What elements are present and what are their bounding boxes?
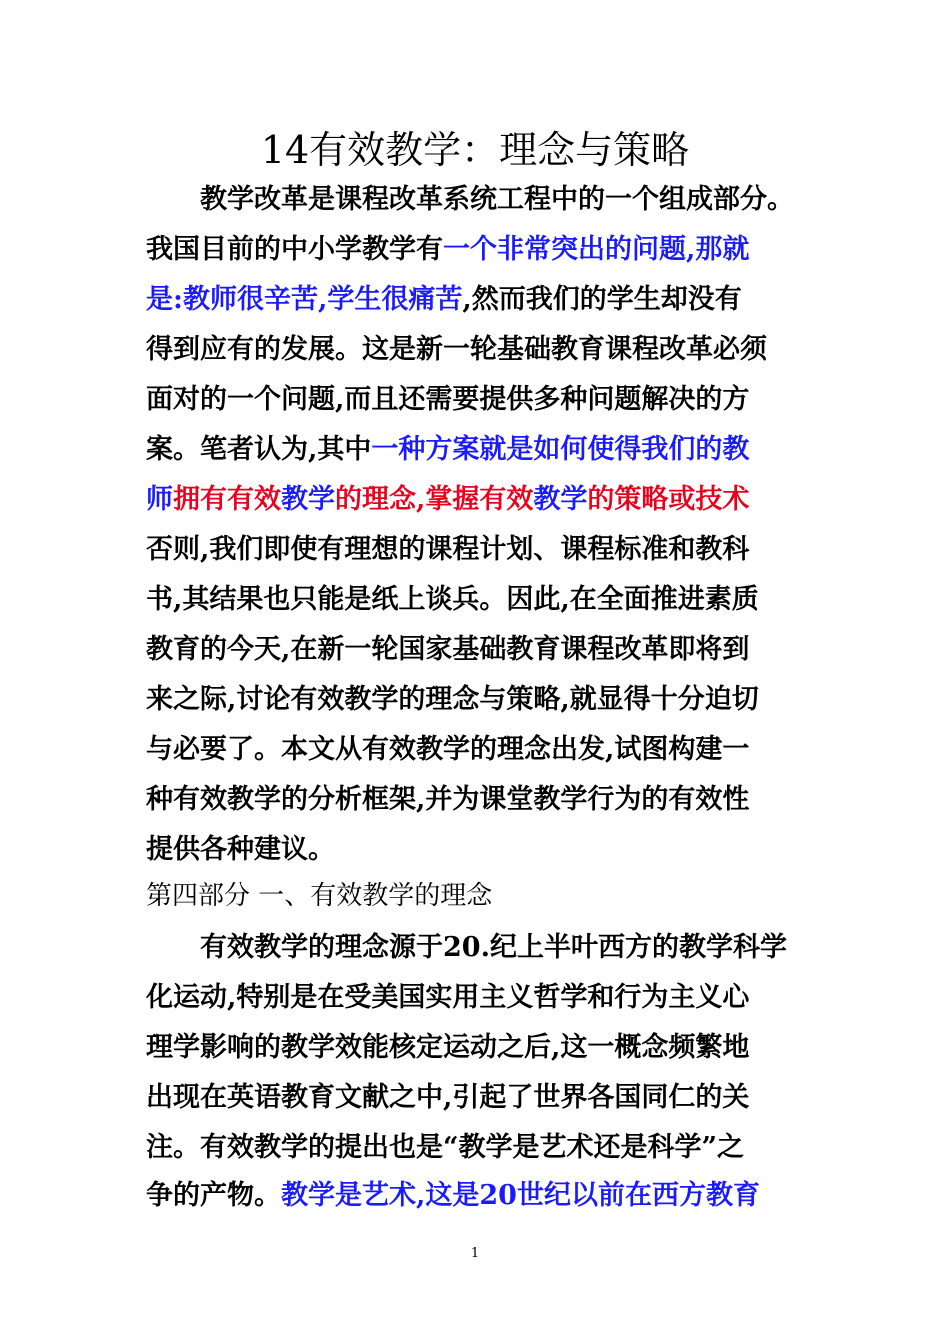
text-line (146, 680, 759, 720)
text-segment: 来之际,讨论有效教学的理念与策略,就显得十分迫切 (146, 684, 759, 715)
text-segment: 案。笔者认为,其中 (146, 434, 372, 465)
text-line (146, 830, 335, 870)
text-line (146, 630, 749, 670)
highlighted-text: 一种方案就是如何使得我们的教 (371, 434, 750, 465)
text-segment: 我国目前的中小学教学有 (146, 234, 443, 265)
text-line (146, 480, 749, 520)
text-line (146, 530, 749, 570)
text-line (146, 280, 742, 320)
text-line (146, 978, 749, 1018)
text-segment: 书,其结果也只能是纸上谈兵。因此,在全面推进素质 (146, 584, 759, 615)
text-segment: 注。有效教学的提出也是“教学是艺术还是科学”之 (146, 1132, 745, 1163)
highlighted-text: 教学 (533, 484, 588, 515)
emphasis-text: 的策略或技术 (587, 484, 750, 515)
text-line (146, 330, 767, 370)
text-line (146, 1078, 749, 1118)
text-line (146, 580, 759, 620)
text-line (146, 1176, 760, 1216)
text-line (146, 230, 749, 270)
text-segment: 有效教学的理念源于20.纪上半叶西方的教学科学 (200, 932, 787, 963)
text-segment: 面对的一个问题,而且还需要提供多种问题解决的方 (146, 384, 750, 415)
highlighted-text: 一个非常突出的问题,那就 (443, 234, 750, 265)
text-segment: 出现在英语教育文献之中,引起了世界各国同仁的关 (146, 1082, 750, 1113)
text-segment: 提供各种建议。 (146, 834, 335, 865)
section-heading (146, 876, 492, 916)
text-segment: 得到应有的发展。这是新一轮基础教育课程改革必须 (146, 334, 767, 365)
text-segment: 化运动,特别是在受美国实用主义哲学和行为主义心 (146, 982, 750, 1013)
text-segment: 教育的今天,在新一轮国家基础教育课程改革即将到 (146, 634, 750, 665)
highlighted-text: 教学 (281, 484, 335, 515)
text-line (200, 180, 794, 220)
text-line (146, 380, 749, 420)
text-segment: 种有效教学的分析框架,并为课堂教学行为的有效性 (146, 784, 750, 815)
document-title: 14有效教学：理念与策略 (260, 128, 690, 172)
section-heading-text: 第四部分 一、有效教学的理念 (146, 881, 493, 911)
text-segment: 否则,我们即使有理想的课程计划、课程标准和教科 (146, 534, 750, 565)
text-segment: ,然而我们的学生却没有 (462, 284, 742, 315)
page-number: 1 (470, 1246, 480, 1261)
text-segment: 与必要了。本文从有效教学的理念出发,试图构建一 (146, 734, 750, 765)
emphasis-text: 的理念,掌握有效 (335, 484, 534, 515)
emphasis-text: 拥有有效 (173, 484, 281, 515)
text-line (146, 780, 749, 820)
text-line (146, 730, 749, 770)
text-line (146, 1028, 749, 1068)
text-line (146, 430, 749, 470)
highlighted-text: 教学是艺术,这是20世纪以前在西方教育 (281, 1180, 760, 1211)
text-line (146, 1128, 744, 1168)
text-line (200, 928, 787, 968)
highlighted-text: 师 (146, 484, 173, 515)
text-segment: 争的产物。 (146, 1180, 281, 1211)
text-segment: 教学改革是课程改革系统工程中的一个组成部分。 (200, 184, 794, 215)
text-segment: 理学影响的教学效能核定运动之后,这一概念频繁地 (146, 1032, 750, 1063)
highlighted-text: 是:教师很辛苦,学生很痛苦 (146, 284, 463, 315)
